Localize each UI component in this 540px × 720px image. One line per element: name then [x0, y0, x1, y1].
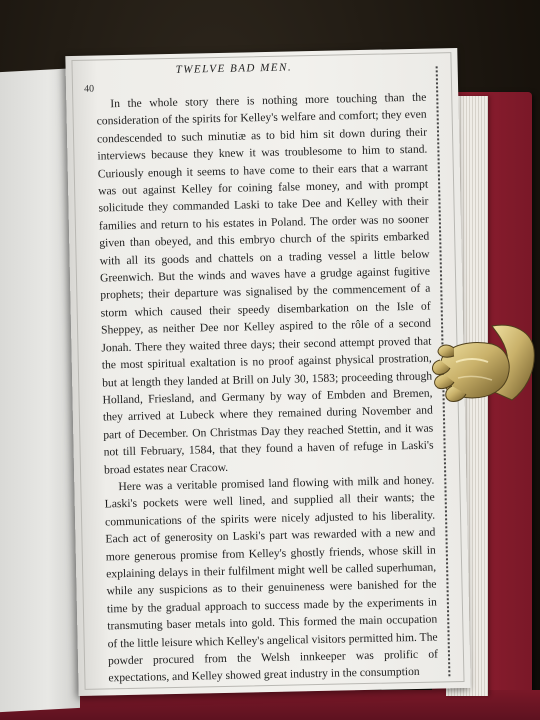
printed-page: [65, 48, 470, 696]
body-text: [96, 89, 438, 688]
page-number: 40: [83, 83, 95, 95]
paragraph-1: In the whole story there is nothing more touching than the consideration of the spirits for Kelley's welfare and comfort; they even condescended to such minutiæ as to bid him sit down during their interviews because they knew it was troublesome to him to stand. Curiously enough it seems to have come to their ears that a warrant was out against Kelley for coining false money, and with prompt solicitude they commanded Laski to take Dee and Kelley with their families and return to his estates in Poland. The order was no sooner given than obeyed, and this embryo church of the spirits embarked with all its goods and chattels on a trading vessel a little below Greenwich. But the winds and waves have a grudge against fugitive prophets; their departure was signalised by the commencement of a storm which caused their speedy disembarkation on the Isle of Sheppey, as neither Dee nor Kelley aspired to the rôle of a second Jonah. There they waited three days; their second attempt proved that the most spiritual exaltation is no proof against physical prostration, but at length they landed at Brill on July 30, 1583; proceeding through Holland, Friesland, and Germany by way of Embden and Bremen, they arrived at Lubeck where they remained during November and part of December. On Christmas Day they reached Stettin, and it was not till February, 1584, that they found a haven of refuge in Laski's broad estates near Cracow.: [96, 90, 434, 476]
paragraph-2: Here was a veritable promised land flowing with milk and honey. Laski's pockets were well lined, and supplied all their wants; the communications of the spirits were nicely adjusted to his liberality. Each act of generosity on Laski's part was rewarded with a new and more generous promise from Kelley's ghostly friends, whose skill in explaining delays in their fulfilment might well be called superhuman, while any suspicions as to their genuineness were banished for the time by the gradual approach to success made by the experiments in transmuting baser metals into gold. This formed the main occupation of the little leisure which Kelley's angelical visitors permitted him. The powder procured from the Welsh innkeeper was prolific of expectations, and Kelley showed great industry in the consumption: [104, 473, 439, 685]
brass-hand-bookmark-icon: [432, 318, 536, 414]
running-head: TWELVE BAD MEN.: [175, 61, 293, 76]
